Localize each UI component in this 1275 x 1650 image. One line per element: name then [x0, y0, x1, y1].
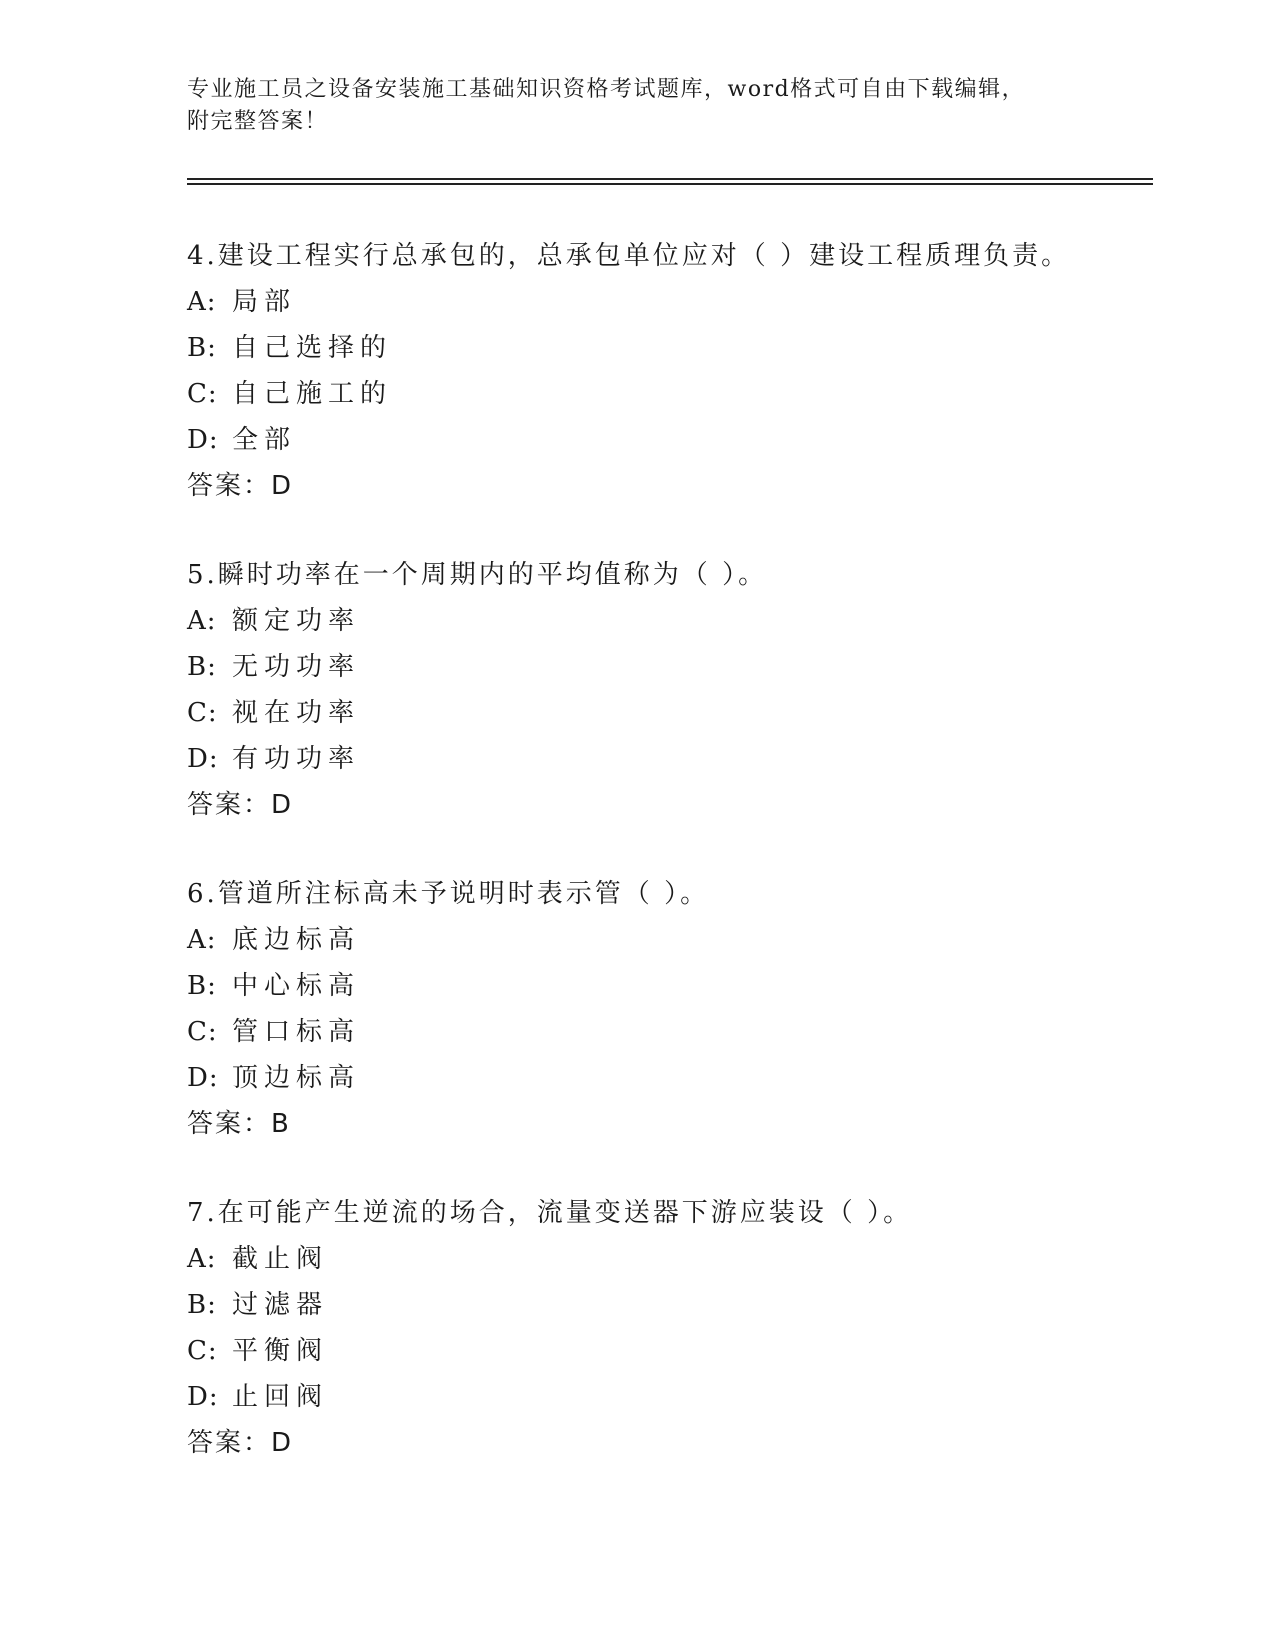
- option-letter: B:: [187, 652, 217, 682]
- option-text: 底边标高: [232, 925, 361, 955]
- answer-line: 答案：D: [187, 1428, 294, 1458]
- header-line-2: 附完整答案！: [187, 109, 329, 134]
- option-letter: C:: [187, 698, 218, 728]
- option-b: [187, 331, 1153, 377]
- answer-line: 答案：B: [187, 1109, 291, 1139]
- option-text: 顶边标高: [232, 1063, 361, 1093]
- option-d: [187, 423, 1153, 469]
- question-stem: 5.瞬时功率在一个周期内的平均值称为（ ）。: [187, 560, 768, 590]
- option-letter: D:: [187, 744, 219, 774]
- option-text: 全部: [232, 425, 297, 455]
- question-block: [187, 558, 1153, 822]
- option-a: [187, 923, 1153, 969]
- option-letter: A:: [187, 606, 217, 636]
- option-letter: D:: [187, 425, 219, 455]
- option-text: 管口标高: [232, 1017, 361, 1047]
- option-letter: C:: [187, 379, 218, 409]
- option-text: 自己选择的: [232, 333, 393, 363]
- option-letter: A:: [187, 925, 217, 955]
- option-letter: D:: [187, 1063, 219, 1093]
- option-letter: B:: [187, 971, 217, 1001]
- header-divider-bottom: [187, 183, 1153, 185]
- option-d: [187, 742, 1153, 788]
- option-text: 有功功率: [232, 744, 361, 774]
- question-stem: 4.建设工程实行总承包的，总承包单位应对（ ）建设工程质理负责。: [187, 241, 1071, 271]
- question-block: [187, 239, 1153, 503]
- option-text: 局部: [232, 287, 297, 317]
- header-divider-top: [187, 178, 1153, 180]
- option-b: [187, 650, 1153, 696]
- option-a: [187, 604, 1153, 650]
- option-c: [187, 1015, 1153, 1061]
- option-b: [187, 969, 1153, 1015]
- option-text: 额定功率: [232, 606, 361, 636]
- option-a: [187, 285, 1153, 331]
- option-c: [187, 696, 1153, 742]
- option-letter: C:: [187, 1017, 218, 1047]
- option-letter: D:: [187, 1382, 219, 1412]
- answer-line: 答案：D: [187, 471, 294, 501]
- option-text: 无功功率: [232, 652, 361, 682]
- option-d: [187, 1061, 1153, 1107]
- question-stem: 6.管道所注标高未予说明时表示管（ ）。: [187, 879, 710, 909]
- option-c: [187, 377, 1153, 423]
- option-text: 过滤器: [232, 1290, 329, 1320]
- option-letter: B:: [187, 333, 217, 363]
- option-text: 中心标高: [232, 971, 361, 1001]
- option-letter: A:: [187, 287, 217, 317]
- question-block: [187, 1196, 1153, 1460]
- option-text: 视在功率: [232, 698, 361, 728]
- answer-line: 答案：D: [187, 790, 294, 820]
- header-line-1: 专业施工员之设备安装施工基础知识资格考试题库，word格式可自由下载编辑，: [187, 77, 1026, 102]
- question-block: [187, 877, 1153, 1141]
- option-letter: C:: [187, 1336, 218, 1366]
- option-letter: B:: [187, 1290, 217, 1320]
- option-text: 平衡阀: [232, 1336, 329, 1366]
- option-text: 止回阀: [232, 1382, 329, 1412]
- question-stem: 7.在可能产生逆流的场合，流量变送器下游应装设（ ）。: [187, 1198, 913, 1228]
- option-text: 自己施工的: [232, 379, 393, 409]
- option-c: [187, 1334, 1153, 1380]
- option-text: 截止阀: [232, 1244, 329, 1274]
- option-letter: A:: [187, 1244, 217, 1274]
- option-d: [187, 1380, 1153, 1426]
- option-b: [187, 1288, 1153, 1334]
- document-header: [187, 74, 1087, 138]
- option-a: [187, 1242, 1153, 1288]
